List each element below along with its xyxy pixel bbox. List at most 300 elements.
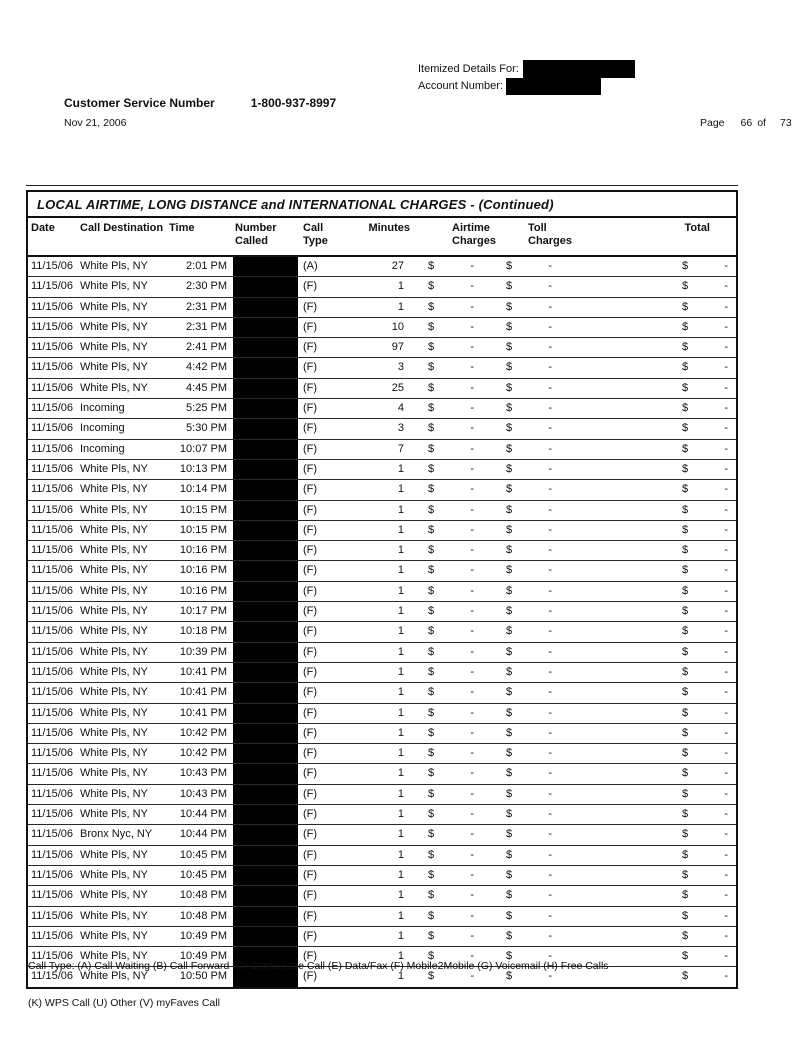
currency-symbol: $ — [428, 584, 435, 597]
total-value: - — [724, 645, 728, 658]
cell-destination: White Pls, NY — [80, 665, 148, 678]
cell-minutes: 1 — [397, 300, 404, 313]
total-value: - — [724, 665, 728, 678]
toll-value: - — [548, 909, 552, 922]
toll-value: - — [548, 381, 552, 394]
cell-call-type: (F) — [303, 706, 318, 719]
redacted-account-bar — [506, 78, 601, 95]
airtime-value: - — [470, 970, 474, 983]
cell-date: 11/15/06 — [31, 909, 74, 922]
airtime-value: - — [470, 361, 474, 374]
cell-call-type: (F) — [303, 686, 318, 699]
cell-airtime-charges — [414, 846, 498, 865]
currency-symbol: $ — [428, 605, 435, 618]
cell-call-type: (F) — [303, 726, 318, 739]
airtime-value: - — [470, 320, 474, 333]
cell-minutes: 1 — [397, 747, 404, 760]
currency-symbol: $ — [506, 767, 513, 780]
cell-time: 10:43 PM — [179, 767, 227, 780]
cell-date: 11/15/06 — [31, 320, 74, 333]
cell-minutes: 1 — [397, 726, 404, 739]
cell-call-type: (F) — [303, 970, 318, 983]
currency-symbol: $ — [682, 665, 689, 678]
total-value: - — [724, 706, 728, 719]
cell-call-type: (F) — [303, 584, 318, 597]
cell-date: 11/15/06 — [31, 422, 74, 435]
cell-destination: White Pls, NY — [80, 645, 148, 658]
currency-symbol: $ — [428, 402, 435, 415]
customer-service-label: Customer Service Number — [64, 96, 215, 110]
itemized-details-label: Itemized Details For: — [418, 63, 519, 75]
currency-symbol: $ — [506, 320, 513, 333]
cell-number-called-redacted — [233, 358, 298, 377]
currency-symbol: $ — [506, 280, 513, 293]
toll-value: - — [548, 726, 552, 739]
cell-time: 10:14 PM — [179, 483, 227, 496]
cell-minutes: 1 — [397, 828, 404, 841]
total-value: - — [724, 320, 728, 333]
currency-symbol: $ — [682, 442, 689, 455]
cell-date: 11/15/06 — [31, 828, 74, 841]
currency-symbol: $ — [682, 828, 689, 841]
total-value: - — [724, 280, 728, 293]
toll-value: - — [548, 320, 552, 333]
cell-call-type: (F) — [303, 665, 318, 678]
currency-symbol: $ — [428, 665, 435, 678]
currency-symbol: $ — [682, 848, 689, 861]
total-value: - — [724, 787, 728, 800]
cell-destination: White Pls, NY — [80, 625, 148, 638]
table-header-row — [28, 218, 736, 257]
currency-symbol: $ — [428, 442, 435, 455]
cell-date: 11/15/06 — [31, 381, 74, 394]
cell-total — [632, 277, 736, 296]
table-row — [28, 621, 736, 641]
cell-destination: Incoming — [80, 442, 125, 455]
currency-symbol: $ — [506, 909, 513, 922]
cell-destination: White Pls, NY — [80, 747, 148, 760]
currency-symbol: $ — [428, 544, 435, 557]
cell-toll-charges — [498, 298, 632, 317]
currency-symbol: $ — [506, 605, 513, 618]
currency-symbol: $ — [506, 706, 513, 719]
airtime-value: - — [470, 828, 474, 841]
toll-value: - — [548, 422, 552, 435]
cell-number-called-redacted — [233, 602, 298, 621]
cell-toll-charges — [498, 561, 632, 580]
cell-date: 11/15/06 — [31, 970, 74, 983]
total-value: - — [724, 808, 728, 821]
cell-minutes: 1 — [397, 605, 404, 618]
cell-destination: White Pls, NY — [80, 280, 148, 293]
currency-symbol: $ — [682, 605, 689, 618]
cell-destination: Bronx Nyc, NY — [80, 828, 153, 841]
table-row — [28, 703, 736, 723]
cell-date: 11/15/06 — [31, 665, 74, 678]
cell-time: 10:42 PM — [179, 747, 227, 760]
cell-call-type: (F) — [303, 361, 318, 374]
cell-airtime-charges — [414, 602, 498, 621]
cell-number-called-redacted — [233, 541, 298, 560]
airtime-value: - — [470, 909, 474, 922]
cell-toll-charges — [498, 419, 632, 438]
airtime-value: - — [470, 381, 474, 394]
cell-airtime-charges — [414, 744, 498, 763]
currency-symbol: $ — [428, 645, 435, 658]
cell-date: 11/15/06 — [31, 442, 74, 455]
cell-minutes: 1 — [397, 909, 404, 922]
currency-symbol: $ — [682, 808, 689, 821]
cell-destination: White Pls, NY — [80, 909, 148, 922]
cell-destination: White Pls, NY — [80, 503, 148, 516]
cell-time: 10:45 PM — [179, 868, 227, 881]
cell-toll-charges — [498, 663, 632, 682]
cell-call-type: (F) — [303, 300, 318, 313]
cell-destination: White Pls, NY — [80, 483, 148, 496]
cell-time: 10:41 PM — [179, 706, 227, 719]
cell-destination: White Pls, NY — [80, 889, 148, 902]
table-row — [28, 784, 736, 804]
cell-airtime-charges — [414, 440, 498, 459]
currency-symbol: $ — [506, 950, 513, 963]
cell-destination: White Pls, NY — [80, 706, 148, 719]
currency-symbol: $ — [506, 868, 513, 881]
cell-airtime-charges — [414, 561, 498, 580]
cell-call-type: (F) — [303, 747, 318, 760]
total-value: - — [724, 361, 728, 374]
airtime-value: - — [470, 503, 474, 516]
col-header-call-type: Call Type — [303, 222, 328, 248]
cell-number-called-redacted — [233, 825, 298, 844]
currency-symbol: $ — [428, 726, 435, 739]
cell-date: 11/15/06 — [31, 361, 74, 374]
cell-call-type: (F) — [303, 381, 318, 394]
cell-destination: White Pls, NY — [80, 381, 148, 394]
cell-time: 10:15 PM — [179, 523, 227, 536]
total-value: - — [724, 605, 728, 618]
table-row — [28, 743, 736, 763]
cell-airtime-charges — [414, 886, 498, 905]
toll-value: - — [548, 260, 552, 272]
cell-date: 11/15/06 — [31, 544, 74, 557]
cell-date: 11/15/06 — [31, 402, 74, 415]
cell-date: 11/15/06 — [31, 848, 74, 861]
cell-toll-charges — [498, 399, 632, 418]
cell-date: 11/15/06 — [31, 341, 74, 354]
table-row — [28, 459, 736, 479]
cell-airtime-charges — [414, 683, 498, 702]
cell-time: 10:16 PM — [179, 564, 227, 577]
cell-call-type: (F) — [303, 848, 318, 861]
cell-date: 11/15/06 — [31, 300, 74, 313]
cell-destination: White Pls, NY — [80, 868, 148, 881]
airtime-value: - — [470, 889, 474, 902]
cell-number-called-redacted — [233, 277, 298, 296]
total-value: - — [724, 848, 728, 861]
cell-date: 11/15/06 — [31, 462, 74, 475]
cell-number-called-redacted — [233, 846, 298, 865]
cell-total — [632, 785, 736, 804]
toll-value: - — [548, 828, 552, 841]
cell-time: 5:25 PM — [186, 402, 227, 415]
cell-destination: White Pls, NY — [80, 462, 148, 475]
toll-value: - — [548, 868, 552, 881]
cell-call-type: (F) — [303, 503, 318, 516]
cell-total — [632, 338, 736, 357]
cell-number-called-redacted — [233, 724, 298, 743]
cell-call-type: (F) — [303, 564, 318, 577]
cell-toll-charges — [498, 582, 632, 601]
cell-toll-charges — [498, 846, 632, 865]
toll-value: - — [548, 665, 552, 678]
cell-toll-charges — [498, 825, 632, 844]
cell-airtime-charges — [414, 704, 498, 723]
total-value: - — [724, 564, 728, 577]
col-header-airtime-charges: Airtime Charges — [452, 222, 497, 248]
currency-symbol: $ — [682, 280, 689, 293]
cell-number-called-redacted — [233, 704, 298, 723]
call-detail-table — [26, 190, 738, 989]
currency-symbol: $ — [428, 747, 435, 760]
cell-destination: White Pls, NY — [80, 970, 148, 983]
cell-minutes: 1 — [397, 503, 404, 516]
cell-total — [632, 866, 736, 885]
cell-date: 11/15/06 — [31, 747, 74, 760]
cell-destination: White Pls, NY — [80, 300, 148, 313]
currency-symbol: $ — [682, 726, 689, 739]
col-header-minutes: Minutes — [368, 222, 410, 234]
cell-toll-charges — [498, 744, 632, 763]
total-value: - — [724, 442, 728, 455]
currency-symbol: $ — [428, 564, 435, 577]
page-indicator — [700, 117, 792, 129]
cell-date: 11/15/06 — [31, 280, 74, 293]
cell-toll-charges — [498, 338, 632, 357]
cell-airtime-charges — [414, 785, 498, 804]
toll-value: - — [548, 361, 552, 374]
cell-toll-charges — [498, 602, 632, 621]
cell-minutes: 1 — [397, 462, 404, 475]
table-row — [28, 520, 736, 540]
cell-minutes: 1 — [397, 686, 404, 699]
cell-destination: White Pls, NY — [80, 584, 148, 597]
cell-airtime-charges — [414, 622, 498, 641]
airtime-value: - — [470, 808, 474, 821]
cell-airtime-charges — [414, 419, 498, 438]
cell-number-called-redacted — [233, 379, 298, 398]
cell-date: 11/15/06 — [31, 523, 74, 536]
currency-symbol: $ — [506, 361, 513, 374]
currency-symbol: $ — [682, 300, 689, 313]
toll-value: - — [548, 787, 552, 800]
currency-symbol: $ — [682, 361, 689, 374]
table-row — [28, 581, 736, 601]
table-row — [28, 723, 736, 743]
total-value: - — [724, 726, 728, 739]
cell-destination: Incoming — [80, 422, 125, 435]
cell-total — [632, 399, 736, 418]
cell-number-called-redacted — [233, 907, 298, 926]
currency-symbol: $ — [506, 300, 513, 313]
cell-total — [632, 318, 736, 337]
currency-symbol: $ — [682, 767, 689, 780]
total-value: - — [724, 950, 728, 963]
cell-total — [632, 582, 736, 601]
toll-value: - — [548, 686, 552, 699]
cell-airtime-charges — [414, 358, 498, 377]
cell-toll-charges — [498, 501, 632, 520]
total-value: - — [724, 300, 728, 313]
cell-number-called-redacted — [233, 582, 298, 601]
currency-symbol: $ — [682, 625, 689, 638]
cell-date: 11/15/06 — [31, 625, 74, 638]
cell-time: 10:44 PM — [179, 828, 227, 841]
currency-symbol: $ — [682, 950, 689, 963]
cell-total — [632, 744, 736, 763]
airtime-value: - — [470, 665, 474, 678]
cell-destination: White Pls, NY — [80, 605, 148, 618]
cell-toll-charges — [498, 257, 632, 276]
cell-destination: White Pls, NY — [80, 929, 148, 942]
toll-value: - — [548, 808, 552, 821]
cell-total — [632, 541, 736, 560]
total-value: - — [724, 868, 728, 881]
table-row — [28, 642, 736, 662]
total-value: - — [724, 686, 728, 699]
cell-total — [632, 622, 736, 641]
currency-symbol: $ — [506, 645, 513, 658]
cell-minutes: 1 — [397, 564, 404, 577]
airtime-value: - — [470, 929, 474, 942]
cell-time: 4:42 PM — [186, 361, 227, 374]
currency-symbol: $ — [506, 848, 513, 861]
cell-airtime-charges — [414, 521, 498, 540]
toll-value: - — [548, 280, 552, 293]
cell-number-called-redacted — [233, 866, 298, 885]
cell-minutes: 1 — [397, 706, 404, 719]
cell-destination: White Pls, NY — [80, 808, 148, 821]
currency-symbol: $ — [428, 686, 435, 699]
cell-total — [632, 419, 736, 438]
cell-toll-charges — [498, 785, 632, 804]
table-row — [28, 317, 736, 337]
cell-total — [632, 683, 736, 702]
cell-time: 10:41 PM — [179, 665, 227, 678]
currency-symbol: $ — [506, 889, 513, 902]
cell-minutes: 1 — [397, 280, 404, 293]
cell-toll-charges — [498, 886, 632, 905]
currency-symbol: $ — [428, 341, 435, 354]
currency-symbol: $ — [682, 503, 689, 516]
cell-time: 10:39 PM — [179, 645, 227, 658]
currency-symbol: $ — [428, 848, 435, 861]
currency-symbol: $ — [428, 909, 435, 922]
page-total: 73 — [779, 117, 792, 129]
cell-call-type: (F) — [303, 402, 318, 415]
cell-call-type: (F) — [303, 767, 318, 780]
currency-symbol: $ — [428, 889, 435, 902]
cell-time: 10:44 PM — [179, 808, 227, 821]
cell-date: 11/15/06 — [31, 889, 74, 902]
cell-airtime-charges — [414, 764, 498, 783]
cell-number-called-redacted — [233, 440, 298, 459]
total-value: - — [724, 462, 728, 475]
cell-toll-charges — [498, 622, 632, 641]
currency-symbol: $ — [682, 889, 689, 902]
redacted-name-bar — [523, 60, 635, 78]
total-value: - — [724, 747, 728, 760]
cell-airtime-charges — [414, 866, 498, 885]
currency-symbol: $ — [506, 503, 513, 516]
cell-total — [632, 643, 736, 662]
cell-destination: White Pls, NY — [80, 564, 148, 577]
cell-number-called-redacted — [233, 785, 298, 804]
total-value: - — [724, 260, 728, 272]
cell-total — [632, 440, 736, 459]
cell-number-called-redacted — [233, 501, 298, 520]
cell-time: 2:30 PM — [186, 280, 227, 293]
cell-toll-charges — [498, 643, 632, 662]
currency-symbol: $ — [506, 422, 513, 435]
statement-date: Nov 21, 2006 — [64, 117, 127, 129]
cell-minutes: 3 — [397, 361, 404, 374]
col-header-total: Total — [684, 222, 710, 234]
cell-number-called-redacted — [233, 521, 298, 540]
cell-total — [632, 907, 736, 926]
airtime-value: - — [470, 544, 474, 557]
currency-symbol: $ — [428, 381, 435, 394]
cell-number-called-redacted — [233, 298, 298, 317]
cell-date: 11/15/06 — [31, 260, 74, 272]
table-row — [28, 560, 736, 580]
currency-symbol: $ — [506, 544, 513, 557]
cell-airtime-charges — [414, 663, 498, 682]
cell-time: 4:45 PM — [186, 381, 227, 394]
cell-minutes: 1 — [397, 808, 404, 821]
col-header-number-called: Number Called — [235, 222, 277, 248]
cell-number-called-redacted — [233, 886, 298, 905]
cell-airtime-charges — [414, 399, 498, 418]
currency-symbol: $ — [682, 381, 689, 394]
airtime-value: - — [470, 950, 474, 963]
cell-date: 11/15/06 — [31, 767, 74, 780]
cell-number-called-redacted — [233, 643, 298, 662]
table-row — [28, 682, 736, 702]
currency-symbol: $ — [682, 706, 689, 719]
total-value: - — [724, 544, 728, 557]
cell-minutes: 1 — [397, 645, 404, 658]
cell-call-type: (F) — [303, 808, 318, 821]
currency-symbol: $ — [682, 686, 689, 699]
cell-airtime-charges — [414, 927, 498, 946]
cell-number-called-redacted — [233, 318, 298, 337]
cell-destination: White Pls, NY — [80, 848, 148, 861]
currency-symbol: $ — [682, 320, 689, 333]
airtime-value: - — [470, 462, 474, 475]
toll-value: - — [548, 442, 552, 455]
airtime-value: - — [470, 564, 474, 577]
cell-number-called-redacted — [233, 764, 298, 783]
currency-symbol: $ — [506, 929, 513, 942]
currency-symbol: $ — [428, 706, 435, 719]
currency-symbol: $ — [506, 747, 513, 760]
airtime-value: - — [470, 686, 474, 699]
total-value: - — [724, 929, 728, 942]
cell-airtime-charges — [414, 338, 498, 357]
currency-symbol: $ — [682, 260, 689, 272]
currency-symbol: $ — [682, 970, 689, 983]
cell-toll-charges — [498, 460, 632, 479]
